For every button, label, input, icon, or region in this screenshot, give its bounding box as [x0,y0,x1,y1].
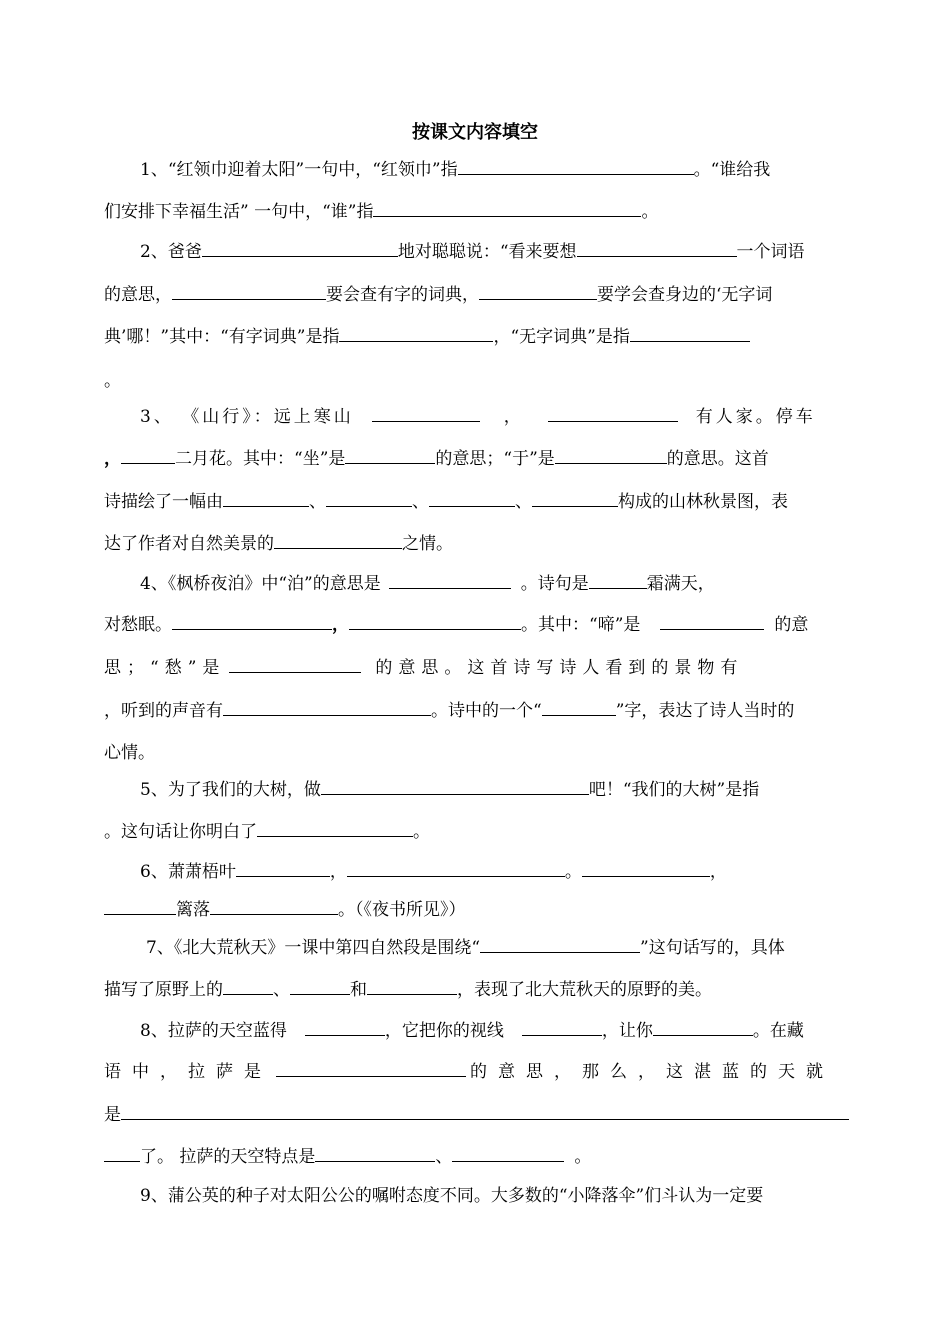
answer-blank[interactable] [326,488,412,507]
text: 的意思， [104,285,172,305]
text: 达了作者对自然美景的 [104,534,274,554]
answer-blank[interactable] [315,1143,435,1162]
text: 之情。 [402,534,453,554]
answer-blank[interactable] [372,403,480,422]
text: 。（《夜书所见》） [338,900,466,920]
question-7-line-1 [146,934,850,962]
answer-blank[interactable] [480,934,640,953]
answer-blank[interactable] [223,697,431,716]
answer-blank[interactable] [257,818,413,837]
text: 。“谁给我 [693,160,771,180]
answer-blank[interactable] [172,281,326,300]
text: 4、《枫桥夜泊》中“泊”的意思是 [140,574,381,594]
text: 的意思；“于”是 [435,449,555,469]
answer-blank[interactable] [339,323,493,342]
answer-blank[interactable] [589,570,647,589]
text: 。这句话让你明白了 [104,822,257,842]
text: ”字，表达了诗人当时的 [615,701,795,721]
answer-blank[interactable] [347,858,565,877]
question-5-line-2 [104,818,850,846]
question-4-line-5 [104,739,850,767]
text: ， [709,862,727,882]
answer-blank[interactable] [229,654,361,673]
answer-blank[interactable] [548,403,678,422]
text: 8、拉萨的天空蓝得 [140,1021,287,1041]
question-3-line-3 [104,488,850,516]
answer-blank[interactable] [367,976,457,995]
answer-blank[interactable] [429,488,515,507]
question-1-line-1 [140,156,850,184]
text: 描写了原野上的 [104,980,223,1000]
text: 。 [574,1147,592,1167]
text: 的意 [774,615,809,635]
page-title: 按课文内容填空 [412,122,538,143]
text: 。诗中的一个“ [431,701,542,721]
question-6-line-1 [140,858,850,886]
text: 语中，拉萨是 [104,1062,272,1082]
text: 心情。 [104,743,155,763]
answer-blank[interactable] [522,1017,602,1036]
text: 。其中：“啼”是 [521,615,641,635]
answer-blank[interactable] [274,530,402,549]
text: 、 [273,980,290,1000]
text: 是 [104,1105,121,1125]
text: 。 [104,371,121,391]
answer-blank[interactable] [630,323,750,342]
question-5-line-1 [140,776,850,804]
question-3-line-2 [104,445,850,473]
question-2-line-1 [140,238,850,266]
question-4-line-2 [104,611,850,639]
question-2-line-4 [104,367,850,395]
text: ，让你 [601,1021,653,1041]
text: 篱落 [176,900,210,920]
question-4-line-1 [140,570,850,598]
answer-blank[interactable] [223,488,309,507]
text: 构成的山林秋景图，表 [618,492,788,512]
text: ，听到的声音有 [104,701,223,721]
question-8-line-2 [104,1058,850,1086]
text: 思；“愁”是 [104,658,226,678]
question-8-line-1 [140,1017,850,1045]
question-8-line-4 [104,1143,850,1171]
answer-blank[interactable] [210,896,338,915]
answer-blank[interactable] [532,488,618,507]
answer-blank[interactable] [121,445,175,464]
answer-blank[interactable] [305,1017,385,1036]
answer-blank[interactable] [121,1101,849,1120]
text: 、 [309,492,326,512]
answer-blank[interactable] [542,697,616,716]
text: 一个词语 [736,242,805,262]
question-4-line-4 [104,697,850,725]
text: 霜满天， [646,574,715,594]
answer-blank[interactable] [458,156,694,175]
question-8-line-3 [104,1101,850,1129]
question-3-line-1 [140,403,850,431]
answer-blank[interactable] [582,858,710,877]
text: 。 [564,862,582,882]
question-6-line-2 [104,896,850,924]
text: 吧！“我们的大树”是指 [588,780,760,800]
question-1-line-2 [104,198,850,226]
answer-blank[interactable] [452,1143,564,1162]
text: 、 [412,492,429,512]
answer-blank[interactable] [653,1017,753,1036]
text: 的意思。这首 [666,449,769,469]
text: 了。 拉萨的天空特点是 [140,1147,316,1167]
text: 3、 《山行》：远上寒山 [140,407,354,427]
answer-blank[interactable] [479,281,597,300]
text: 5、为了我们的大树，做 [140,780,321,800]
text: ， [104,449,121,469]
text: 9、蒲公英的种子对太阳公公的嘱咐态度不同。大多数的“小降落伞”们斗认为一定要 [140,1186,764,1206]
text: 们安排下幸福生活” 一句中，“谁”指 [104,202,374,222]
answer-blank[interactable] [555,445,667,464]
answer-blank[interactable] [660,611,764,630]
text: ，“无字词典”是指 [493,327,630,347]
answer-blank[interactable] [104,896,176,915]
text: 地对聪聪说：“看来要想 [397,242,577,262]
text: 2、爸爸 [140,242,202,262]
question-9-line-1 [140,1182,850,1210]
text: 诗描绘了一幅由 [104,492,223,512]
text: 、 [435,1147,453,1167]
text: 二月花。其中：“坐”是 [175,449,346,469]
answer-blank[interactable] [276,1058,466,1077]
text: 和 [350,980,367,1000]
text: 的意思，那么，这湛蓝的天就 [470,1062,834,1082]
question-3-line-4 [104,530,850,558]
answer-blank[interactable] [104,1143,140,1162]
text: ， [503,407,524,427]
answer-blank[interactable] [577,238,737,257]
text: 要学会查身边的‘无字词 [597,285,773,305]
question-7-line-2 [104,976,850,1004]
text: ， [329,862,347,882]
question-2-line-3 [104,323,850,351]
answer-blank[interactable] [223,976,273,995]
answer-blank[interactable] [373,198,641,217]
text: 对愁眠。 [104,615,172,635]
text: 。 [641,202,659,222]
answer-blank[interactable] [202,238,398,257]
answer-blank[interactable] [389,570,511,589]
text: 。在藏 [752,1021,804,1041]
text: ， [332,615,349,635]
answer-blank[interactable] [321,776,589,795]
text: 的意思。这首诗写诗人看到的景物有 [375,658,744,678]
text: 6、萧萧梧叶 [140,862,236,882]
answer-blank[interactable] [236,858,330,877]
text: ”这句话写的，具体 [640,938,785,958]
text: 要会查有字的词典， [326,285,479,305]
text: 7、《北大荒秋天》一课中第四自然段是围绕“ [146,938,481,958]
answer-blank[interactable] [345,445,435,464]
text: 典’哪！”其中：“有字词典”是指 [104,327,340,347]
answer-blank[interactable] [172,611,332,630]
answer-blank[interactable] [349,611,521,630]
question-2-line-2 [104,281,850,309]
text: 。 [413,822,430,842]
text: 有人家。停车 [695,407,816,427]
text: 1、“红领巾迎着太阳”一句中，“红领巾”指 [140,160,458,180]
answer-blank[interactable] [290,976,350,995]
text: ，它把你的视线 [384,1021,504,1041]
question-4-line-3 [104,654,850,682]
text: 。诗句是 [520,574,589,594]
text: 、 [515,492,532,512]
text: ，表现了北大荒秋天的原野的美。 [457,980,712,1000]
